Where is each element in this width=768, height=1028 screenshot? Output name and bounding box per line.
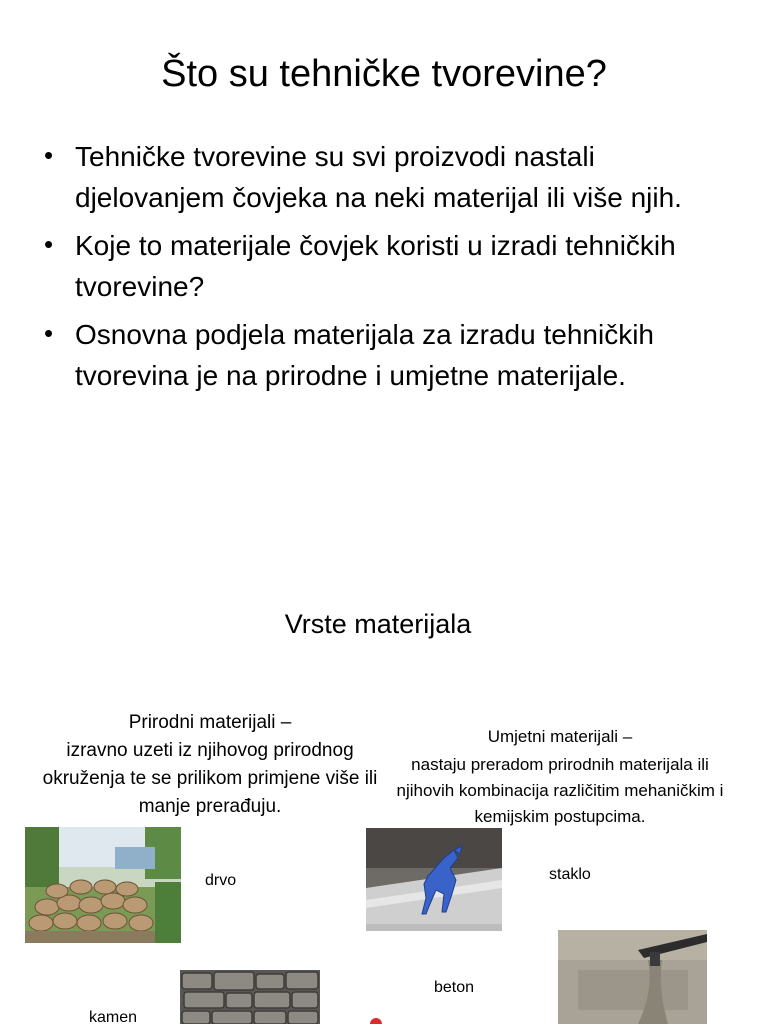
concrete-label: beton	[434, 979, 475, 996]
natural-materials-block	[40, 709, 380, 821]
stone-label: kamen	[89, 1009, 138, 1026]
glass-photo	[366, 828, 502, 931]
bullet-item: • Osnovna podjela materijala za izradu tehničkih tvorevina je na prirodne i umjetne materijale.	[44, 314, 734, 396]
stone-photo	[180, 970, 320, 1024]
natural-materials-heading: Prirodni materijali –	[128, 712, 292, 733]
wood-photo	[25, 827, 181, 943]
red-mark	[370, 1018, 382, 1024]
artificial-materials-heading: Umjetni materijali –	[487, 727, 633, 746]
bullet-item: • Tehničke tvorevine su svi proizvodi nastali djelovanjem čovjeka na neki materijal ili više njih.	[44, 136, 734, 218]
glass-label: staklo	[549, 866, 591, 883]
concrete-pour-image	[558, 930, 707, 1024]
glass-figurine-image	[366, 828, 502, 931]
artificial-materials-description: nastaju preradom prirodnih materijala ili njihovih kombinacija različitim mehaničkim i kemijskim postupcima.	[396, 755, 724, 826]
artificial-materials-block	[382, 724, 738, 830]
stone-wall-image	[180, 970, 320, 1024]
bullet-item: • Koje to materijale čovjek koristi u izradi tehničkih tvorevine?	[44, 225, 734, 307]
wood-label: drvo	[205, 872, 237, 889]
log-pile-image	[25, 827, 181, 943]
section-title: Vrste materijala	[284, 609, 472, 639]
bullet-list	[44, 136, 734, 403]
slide-title: Što su tehničke tvorevine?	[161, 53, 607, 95]
natural-materials-description: izravno uzeti iz njihovog prirodnog okruženja te se prilikom primjene više ili manje prerađuju.	[42, 740, 378, 817]
concrete-photo	[558, 930, 707, 1024]
